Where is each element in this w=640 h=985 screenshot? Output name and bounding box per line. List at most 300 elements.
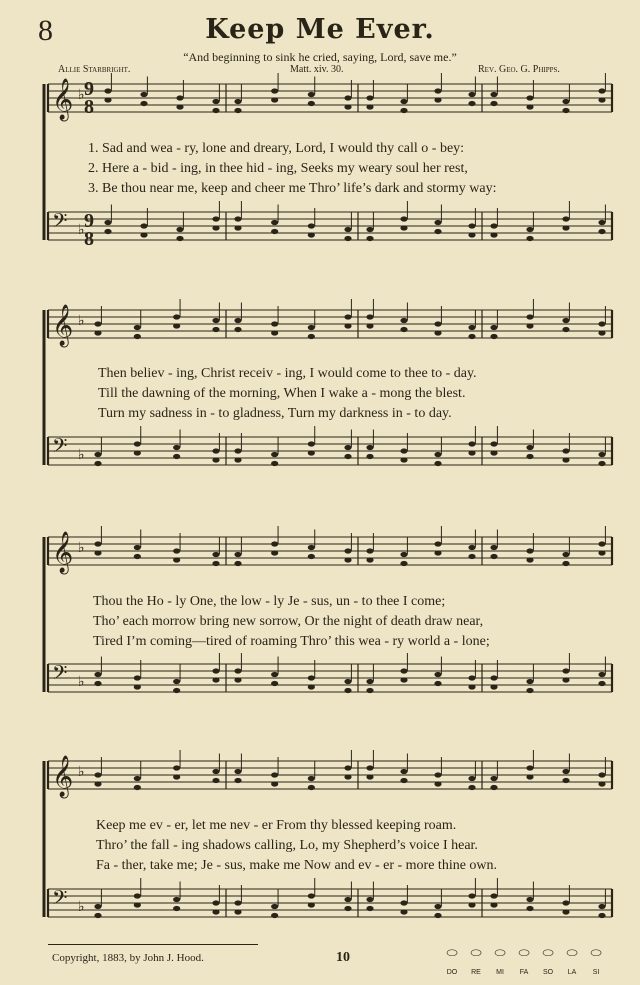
note-head	[598, 97, 605, 102]
note-head	[134, 785, 141, 790]
note-head	[526, 236, 533, 241]
note-head	[234, 327, 241, 332]
note-head	[234, 99, 241, 104]
note-head	[400, 769, 407, 774]
note-head	[344, 688, 351, 693]
note-head	[366, 104, 373, 109]
note-head	[134, 325, 141, 330]
note-head	[344, 227, 351, 232]
note-head	[434, 550, 441, 555]
note-head	[344, 774, 351, 779]
note-head	[366, 548, 373, 553]
note-head	[344, 454, 351, 459]
note-head	[271, 772, 278, 777]
note-head	[598, 681, 605, 686]
note-head	[562, 318, 569, 323]
note-head	[400, 327, 407, 332]
note-head	[344, 557, 351, 562]
solfa-mi: MI	[496, 969, 504, 976]
note-head	[176, 227, 183, 232]
note-head	[344, 897, 351, 902]
flat-key-signature: ♭	[78, 764, 85, 780]
note-head	[598, 330, 605, 335]
note-head	[271, 330, 278, 335]
note-head	[490, 334, 497, 339]
note-head	[434, 97, 441, 102]
note-head	[134, 675, 141, 680]
note-head	[94, 452, 101, 457]
note-head	[94, 772, 101, 777]
note-head	[366, 897, 373, 902]
note-head	[562, 457, 569, 462]
note-head	[468, 441, 475, 446]
note-head	[400, 778, 407, 783]
time-signature-treble: 9 8	[84, 78, 94, 118]
note-head	[490, 450, 497, 455]
note-head	[490, 684, 497, 689]
note-head	[308, 675, 315, 680]
copyright-notice: Copyright, 1883, by John J. Hood.	[52, 952, 204, 964]
note-head	[400, 318, 407, 323]
note-head	[366, 445, 373, 450]
note-head	[308, 684, 315, 689]
note-head	[490, 545, 497, 550]
epigraph: “And beginning to sink he cried, saying, Lord, save me.”	[183, 50, 457, 64]
note-head	[344, 323, 351, 328]
note-head	[400, 457, 407, 462]
note-head	[526, 445, 533, 450]
note-head	[434, 220, 441, 225]
note-head	[490, 893, 497, 898]
note-head	[490, 441, 497, 446]
note-head	[526, 323, 533, 328]
note-head	[104, 229, 111, 234]
note-head	[173, 548, 180, 553]
note-head	[212, 318, 219, 323]
note-head	[434, 772, 441, 777]
note-head	[468, 325, 475, 330]
note-head	[526, 95, 533, 100]
note-head	[400, 99, 407, 104]
note-head	[271, 461, 278, 466]
note-head	[598, 220, 605, 225]
note-head	[308, 893, 315, 898]
note-head	[344, 445, 351, 450]
note-head	[94, 461, 101, 466]
note-head	[271, 913, 278, 918]
note-head	[468, 232, 475, 237]
note-head	[598, 461, 605, 466]
note-head	[212, 99, 219, 104]
note-head	[344, 906, 351, 911]
note-head	[366, 95, 373, 100]
note-head	[234, 552, 241, 557]
note-head	[366, 774, 373, 779]
note-head	[490, 785, 497, 790]
note-head	[134, 902, 141, 907]
note-head	[598, 772, 605, 777]
treble-clef: 𝄞	[52, 79, 74, 120]
note-head	[94, 913, 101, 918]
note-head	[598, 913, 605, 918]
note-head	[212, 327, 219, 332]
note-head	[94, 330, 101, 335]
note-head	[212, 769, 219, 774]
flat-key-signature: ♭	[78, 540, 85, 556]
note-head	[234, 108, 241, 113]
note-head	[344, 765, 351, 770]
note-head	[344, 679, 351, 684]
note-head	[490, 902, 497, 907]
note-head	[526, 557, 533, 562]
note-head	[212, 561, 219, 566]
page-number: 10	[336, 950, 350, 965]
treble-clef: 𝄞	[52, 532, 74, 573]
note-head	[94, 681, 101, 686]
note-head	[562, 327, 569, 332]
note-head	[234, 448, 241, 453]
note-head	[400, 668, 407, 673]
note-head	[140, 101, 147, 106]
note-head	[104, 97, 111, 102]
note-head	[134, 684, 141, 689]
note-head	[234, 457, 241, 462]
note-head	[308, 554, 315, 559]
flat-key-signature: ♭	[78, 222, 85, 238]
flat-key-signature: ♭	[78, 674, 85, 690]
note-head	[308, 334, 315, 339]
solfa-shape-notes: ⬭ ⬭ ⬭ ⬭ ⬭ ⬭ ⬭	[446, 945, 602, 960]
note-head	[134, 450, 141, 455]
note-head	[234, 225, 241, 230]
note-head	[212, 552, 219, 557]
note-head	[176, 236, 183, 241]
note-head	[212, 677, 219, 682]
note-head	[134, 554, 141, 559]
note-head	[344, 548, 351, 553]
note-head	[526, 314, 533, 319]
note-head	[94, 321, 101, 326]
note-head	[212, 448, 219, 453]
note-head	[308, 785, 315, 790]
author-credit: Allie Starbright.	[58, 64, 131, 75]
note-head	[434, 88, 441, 93]
note-head	[234, 318, 241, 323]
note-head	[234, 561, 241, 566]
note-head	[173, 897, 180, 902]
note-head	[468, 893, 475, 898]
note-head	[140, 92, 147, 97]
note-head	[434, 913, 441, 918]
note-head	[490, 223, 497, 228]
note-head	[434, 461, 441, 466]
solfa-do: DO	[446, 969, 458, 976]
note-head	[598, 541, 605, 546]
note-head	[490, 776, 497, 781]
solfa-fa: FA	[519, 969, 529, 976]
note-head	[434, 541, 441, 546]
lyric-line: Then believ - ing, Christ receiv - ing, I would come to thee to - day.	[98, 366, 477, 381]
solfa-la: LA	[567, 969, 577, 976]
note-head	[173, 454, 180, 459]
note-head	[104, 88, 111, 93]
note-head	[173, 774, 180, 779]
flat-key-signature: ♭	[78, 899, 85, 915]
note-head	[271, 541, 278, 546]
note-head	[598, 321, 605, 326]
note-head	[94, 904, 101, 909]
note-head	[94, 672, 101, 677]
note-head	[271, 97, 278, 102]
note-head	[562, 216, 569, 221]
note-head	[134, 545, 141, 550]
hymn-title: Keep Me Ever.	[205, 14, 435, 45]
treble-clef: 𝄞	[52, 756, 74, 797]
note-head	[176, 95, 183, 100]
note-head	[490, 92, 497, 97]
note-head	[468, 334, 475, 339]
note-head	[344, 104, 351, 109]
note-head	[344, 236, 351, 241]
note-head	[526, 765, 533, 770]
note-head	[468, 902, 475, 907]
note-head	[308, 101, 315, 106]
note-head	[212, 778, 219, 783]
note-head	[562, 561, 569, 566]
note-head	[526, 454, 533, 459]
note-head	[212, 216, 219, 221]
note-head	[271, 88, 278, 93]
note-head	[366, 679, 373, 684]
note-head	[562, 108, 569, 113]
note-head	[308, 450, 315, 455]
note-head	[490, 232, 497, 237]
note-head	[562, 769, 569, 774]
note-head	[94, 541, 101, 546]
note-head	[562, 778, 569, 783]
note-head	[562, 99, 569, 104]
solfa-legend	[440, 945, 610, 979]
time-signature-bass: 9 8	[84, 210, 94, 250]
bass-clef: 𝄢	[52, 209, 68, 237]
note-head	[212, 108, 219, 113]
note-head	[468, 785, 475, 790]
note-head	[134, 776, 141, 781]
note-head	[562, 225, 569, 230]
note-head	[173, 688, 180, 693]
note-head	[134, 441, 141, 446]
bass-clef: 𝄢	[52, 661, 68, 689]
note-head	[490, 554, 497, 559]
note-head	[176, 104, 183, 109]
note-head	[234, 216, 241, 221]
note-head	[400, 108, 407, 113]
note-head	[526, 906, 533, 911]
note-head	[134, 893, 141, 898]
note-head	[344, 95, 351, 100]
note-head	[526, 548, 533, 553]
flat-key-signature: ♭	[78, 313, 85, 329]
note-head	[562, 900, 569, 905]
lyric-line: Fa - ther, take me; Je - sus, make me Now and ev - er - more thine own.	[96, 858, 498, 873]
lyric-line: Thou the Ho - ly One, the low - ly Je - sus, un - to thee I come;	[93, 594, 446, 609]
note-head	[490, 675, 497, 680]
note-head	[344, 314, 351, 319]
note-head	[598, 781, 605, 786]
note-head	[308, 545, 315, 550]
treble-clef: 𝄞	[52, 305, 74, 346]
note-head	[308, 223, 315, 228]
note-head	[308, 232, 315, 237]
note-head	[212, 225, 219, 230]
note-head	[598, 672, 605, 677]
note-head	[598, 904, 605, 909]
note-head	[434, 672, 441, 677]
note-head	[562, 448, 569, 453]
note-head	[468, 675, 475, 680]
note-head	[140, 232, 147, 237]
note-head	[234, 769, 241, 774]
note-head	[366, 323, 373, 328]
note-head	[526, 104, 533, 109]
lyric-line: 3. Be thou near me, keep and cheer me Thro’ life’s dark and stormy way:	[88, 181, 497, 196]
note-head	[434, 330, 441, 335]
note-head	[173, 906, 180, 911]
flat-key-signature: ♭	[78, 447, 85, 463]
note-head	[526, 679, 533, 684]
note-head	[366, 906, 373, 911]
note-head	[271, 672, 278, 677]
note-head	[94, 550, 101, 555]
bass-clef: 𝄢	[52, 434, 68, 462]
composer-credit: Rev. Geo. G. Phipps.	[478, 64, 560, 75]
note-head	[562, 552, 569, 557]
note-head	[134, 334, 141, 339]
hymn-number: 8	[38, 14, 53, 47]
note-head	[490, 325, 497, 330]
note-head	[234, 909, 241, 914]
note-head	[271, 220, 278, 225]
note-head	[308, 776, 315, 781]
bass-clef: 𝄢	[52, 886, 68, 914]
note-head	[271, 904, 278, 909]
note-head	[468, 223, 475, 228]
footer-rule	[48, 944, 258, 945]
note-head	[366, 227, 373, 232]
note-head	[212, 457, 219, 462]
note-head	[173, 323, 180, 328]
note-head	[434, 781, 441, 786]
note-head	[308, 92, 315, 97]
note-head	[104, 220, 111, 225]
note-head	[271, 781, 278, 786]
note-head	[400, 552, 407, 557]
lyric-line: Thro’ the fall - ing shadows calling, Lo, my Shepherd’s voice I hear.	[96, 838, 478, 853]
note-head	[234, 668, 241, 673]
note-head	[526, 227, 533, 232]
note-head	[308, 325, 315, 330]
note-head	[400, 225, 407, 230]
note-head	[468, 554, 475, 559]
note-head	[400, 900, 407, 905]
note-head	[468, 684, 475, 689]
note-head	[598, 88, 605, 93]
note-head	[468, 101, 475, 106]
note-head	[271, 550, 278, 555]
note-head	[562, 677, 569, 682]
note-head	[366, 236, 373, 241]
lyric-line: Tired I’m coming—tired of roaming Thro’ this wea - ry world a - lone;	[93, 634, 490, 649]
note-head	[173, 679, 180, 684]
note-head	[140, 223, 147, 228]
note-head	[173, 445, 180, 450]
note-head	[526, 688, 533, 693]
note-head	[366, 557, 373, 562]
note-head	[308, 902, 315, 907]
note-head	[173, 314, 180, 319]
note-head	[366, 688, 373, 693]
note-head	[490, 101, 497, 106]
lyric-line: Turn my sadness in - to gladness, Turn my darkness in - to day.	[98, 406, 452, 421]
note-head	[271, 452, 278, 457]
note-head	[366, 454, 373, 459]
note-head	[234, 778, 241, 783]
note-head	[434, 229, 441, 234]
lyric-line: Tho’ each morrow bring new sorrow, Or the night of death draw near,	[93, 614, 484, 629]
note-head	[366, 765, 373, 770]
note-head	[468, 92, 475, 97]
note-head	[212, 900, 219, 905]
note-head	[400, 448, 407, 453]
note-head	[400, 561, 407, 566]
note-head	[271, 321, 278, 326]
note-head	[468, 450, 475, 455]
note-head	[434, 452, 441, 457]
lyric-line: 1. Sad and wea - ry, lone and dreary, Lord, I would thy call o - bey:	[88, 141, 465, 156]
lyric-line: 2. Here a - bid - ing, in thee hid - ing, Seeks my weary soul her rest,	[88, 161, 468, 176]
note-head	[468, 776, 475, 781]
note-head	[400, 216, 407, 221]
note-head	[366, 314, 373, 319]
note-head	[562, 909, 569, 914]
note-head	[271, 229, 278, 234]
lyric-line: Keep me ev - er, let me nev - er From thy blessed keeping roam.	[96, 818, 457, 833]
note-head	[434, 321, 441, 326]
note-head	[400, 677, 407, 682]
note-head	[598, 452, 605, 457]
note-head	[598, 229, 605, 234]
note-head	[234, 677, 241, 682]
note-head	[598, 550, 605, 555]
note-head	[94, 781, 101, 786]
note-head	[562, 668, 569, 673]
note-head	[526, 774, 533, 779]
solfa-si: SI	[592, 969, 600, 976]
note-head	[434, 904, 441, 909]
note-head	[434, 681, 441, 686]
note-head	[234, 900, 241, 905]
solfa-re: RE	[471, 969, 481, 976]
note-head	[212, 909, 219, 914]
note-head	[212, 668, 219, 673]
note-head	[468, 545, 475, 550]
note-head	[400, 909, 407, 914]
flat-key-signature: ♭	[78, 87, 85, 103]
solfa-so: SO	[542, 969, 554, 976]
note-head	[308, 441, 315, 446]
scripture-reference: Matt. xiv. 30.	[290, 64, 344, 75]
note-head	[271, 681, 278, 686]
